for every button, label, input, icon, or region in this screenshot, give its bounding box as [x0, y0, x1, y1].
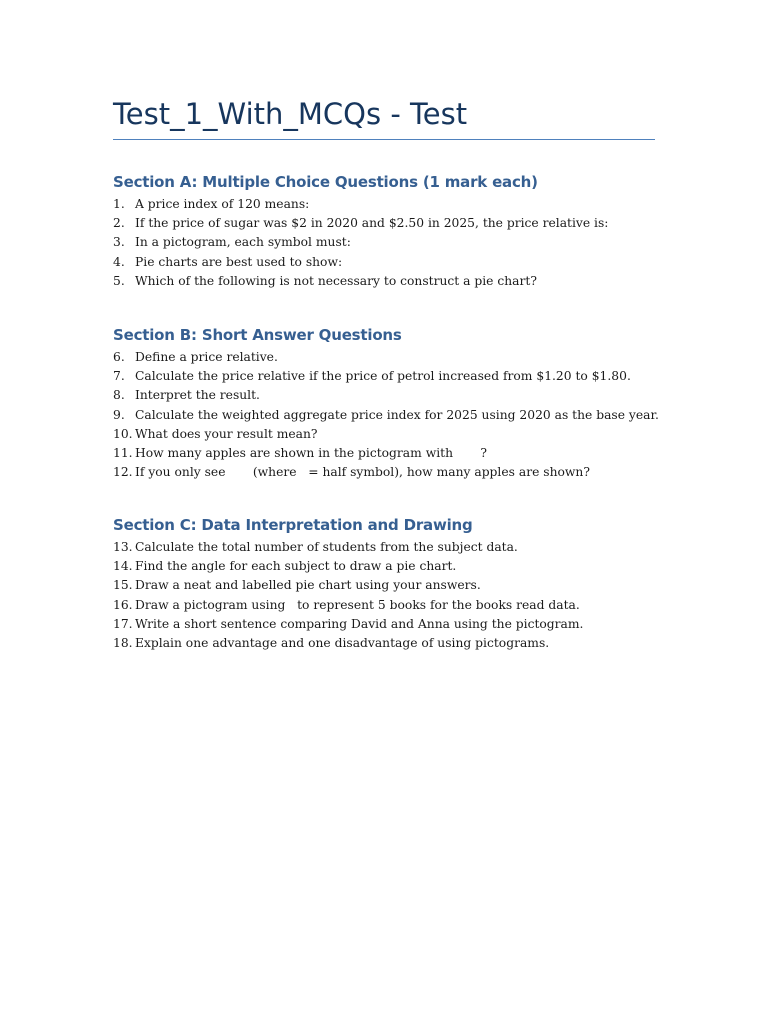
- question-text: Write a short sentence comparing David and Anna using the pictogram.: [135, 616, 584, 631]
- document-title: Test_1_With_MCQs - Test: [113, 97, 468, 131]
- question-item: [113, 272, 673, 291]
- question-text: Interpret the result.: [135, 388, 260, 403]
- question-text: Pie charts are best used to show:: [135, 254, 343, 269]
- question-item: [113, 233, 673, 252]
- question-text: How many apples are shown in the pictogram with ?: [135, 445, 487, 460]
- question-item: [113, 195, 673, 214]
- question-item: [113, 214, 673, 233]
- question-number: 5.: [113, 273, 125, 288]
- question-item: [113, 367, 673, 386]
- section-c: [113, 515, 673, 653]
- section-b-heading: Section B: Short Answer Questions: [113, 326, 402, 344]
- question-number: 8.: [113, 388, 125, 403]
- question-item: [113, 596, 673, 615]
- question-number: 13.: [113, 540, 133, 554]
- question-text: If the price of sugar was $2 in 2020 and $2.50 in 2025, the price relative is:: [135, 216, 609, 231]
- question-number: 10.: [113, 426, 133, 441]
- question-item: [113, 538, 673, 557]
- question-number: 7.: [113, 369, 125, 384]
- question-item: [113, 406, 673, 425]
- question-text: Explain one advantage and one disadvantage of using pictograms.: [135, 635, 550, 650]
- question-text: A price index of 120 means:: [135, 197, 310, 211]
- question-text: Which of the following is not necessary to construct a pie chart?: [135, 273, 537, 288]
- question-number: 12.: [113, 465, 133, 480]
- question-text: Define a price relative.: [135, 350, 278, 364]
- title-underline: [113, 139, 655, 140]
- question-text: Find the angle for each subject to draw a pie chart.: [135, 559, 457, 574]
- question-item: [113, 386, 673, 405]
- question-text: In a pictogram, each symbol must:: [135, 235, 351, 250]
- question-number: 4.: [113, 254, 125, 269]
- question-text: Calculate the price relative if the price of petrol increased from $1.20 to $1.80.: [135, 369, 631, 384]
- question-number: 9.: [113, 407, 125, 422]
- question-text: If you only see (where = half symbol), how many apples are shown?: [135, 465, 590, 480]
- question-number: 3.: [113, 235, 125, 250]
- question-item: [113, 253, 673, 272]
- section-a-question-list: [113, 195, 673, 291]
- question-item: [113, 348, 673, 367]
- question-number: 1.: [113, 197, 125, 211]
- section-a: [113, 172, 673, 291]
- question-number: 2.: [113, 216, 125, 231]
- question-number: 14.: [113, 559, 133, 574]
- question-text: Calculate the total number of students from the subject data.: [135, 540, 518, 554]
- question-text: Calculate the weighted aggregate price index for 2025 using 2020 as the base year.: [135, 407, 659, 422]
- question-text: Draw a pictogram using to represent 5 books for the books read data.: [135, 597, 580, 612]
- question-number: 17.: [113, 616, 133, 631]
- question-item: [113, 557, 673, 576]
- question-text: What does your result mean?: [135, 426, 318, 441]
- question-item: [113, 576, 673, 595]
- section-c-question-list: [113, 538, 673, 653]
- question-number: 15.: [113, 578, 133, 593]
- question-item: [113, 634, 673, 653]
- question-number: 11.: [113, 445, 133, 460]
- question-number: 18.: [113, 635, 133, 650]
- section-b: [113, 325, 673, 482]
- question-item: [113, 615, 673, 634]
- question-text: Draw a neat and labelled pie chart using your answers.: [135, 578, 481, 593]
- section-b-question-list: [113, 348, 673, 482]
- question-item: [113, 444, 673, 463]
- section-c-heading: Section C: Data Interpretation and Drawing: [113, 516, 473, 534]
- question-item: [113, 425, 673, 444]
- question-item: [113, 463, 673, 482]
- question-number: 16.: [113, 597, 133, 612]
- question-number: 6.: [113, 350, 125, 364]
- section-a-heading: Section A: Multiple Choice Questions (1 mark each): [113, 173, 538, 191]
